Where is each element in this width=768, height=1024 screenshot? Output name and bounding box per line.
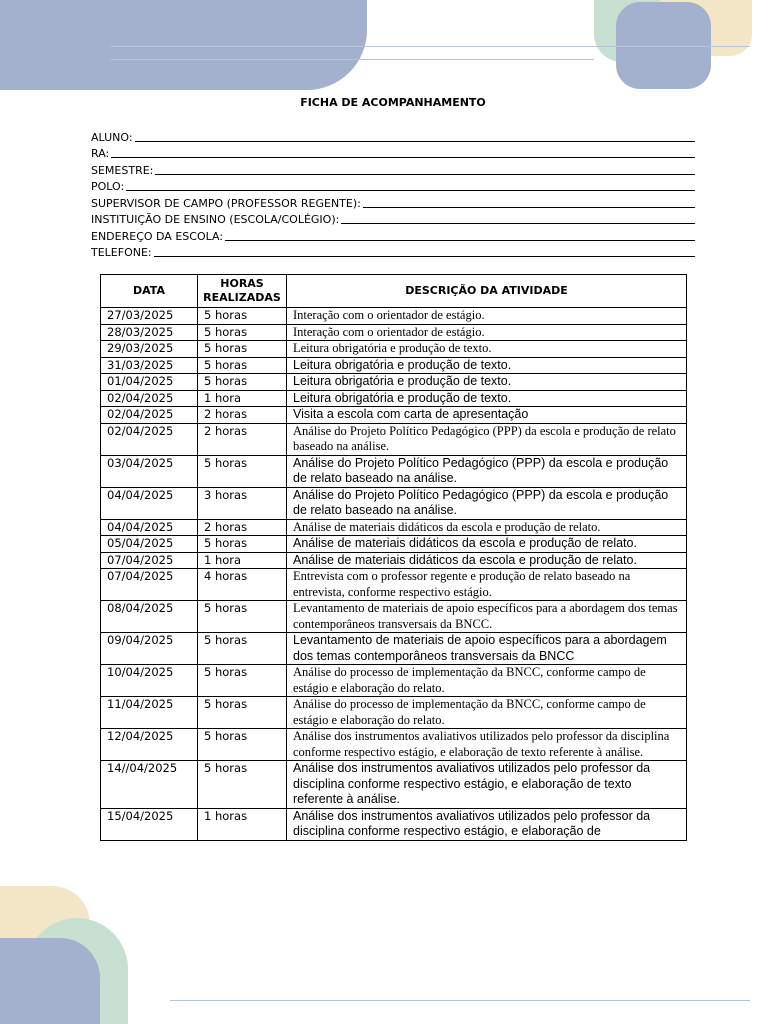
form-field-blank-line[interactable] [135, 129, 695, 142]
table-row [101, 308, 687, 325]
table-cell-description: Análise dos instrumentos avaliativos utilizados pelo professor da disciplina conforme respectivo estágio, e elaboração de [287, 808, 687, 840]
table-cell-date: 04/04/2025 [101, 487, 198, 519]
table-row [101, 536, 687, 553]
table-cell-hours: 1 hora [198, 552, 287, 569]
table-cell-description: Análise do processo de implementação da BNCC, conforme campo de estágio e elaboração do relato. [287, 697, 687, 729]
table-body [101, 308, 687, 841]
table-cell-hours: 2 horas [198, 423, 287, 455]
table-cell-hours: 5 horas [198, 665, 287, 697]
page-title: FICHA DE ACOMPANHAMENTO [300, 96, 486, 109]
table-cell-hours: 5 horas [198, 697, 287, 729]
table-row [101, 552, 687, 569]
form-field-row [91, 177, 695, 194]
table-cell-description: Leitura obrigatória e produção de texto. [287, 357, 687, 374]
table-cell-description: Interação com o orientador de estágio. [287, 324, 687, 341]
form-field-row [91, 144, 695, 161]
table-row [101, 423, 687, 455]
table-cell-date: 07/04/2025 [101, 552, 198, 569]
column-header-hours-line1: HORAS [220, 276, 264, 290]
table-cell-date: 31/03/2025 [101, 357, 198, 374]
table-row [101, 357, 687, 374]
form-field-row [91, 193, 695, 210]
form-field-label: SUPERVISOR DE CAMPO (PROFESSOR REGENTE): [91, 196, 361, 210]
table-cell-hours: 5 horas [198, 308, 287, 325]
table-cell-date: 07/04/2025 [101, 569, 198, 601]
form-field-row [91, 226, 695, 243]
decor-shape-top-left [0, 0, 367, 90]
form-field-label: SEMESTRE: [91, 163, 154, 177]
form-field-blank-line[interactable] [111, 145, 695, 158]
table-row [101, 729, 687, 761]
table-row [101, 407, 687, 424]
table-cell-description: Análise do Projeto Político Pedagógico (PPP) da escola e produção de relato baseado na análise. [287, 455, 687, 487]
form-field-label: RA: [91, 147, 110, 160]
table-cell-description: Visita a escola com carta de apresentação [287, 407, 687, 424]
form-field-row [91, 210, 695, 227]
table-row [101, 601, 687, 633]
table-cell-hours: 5 horas [198, 357, 287, 374]
table-cell-hours: 5 horas [198, 729, 287, 761]
form-field-label: TELEFONE: [91, 246, 152, 259]
table-cell-description: Leitura obrigatória e produção de texto. [287, 341, 687, 358]
table-cell-date: 11/04/2025 [101, 697, 198, 729]
table-cell-hours: 5 horas [198, 601, 287, 633]
form-field-row [91, 127, 695, 144]
form-field-blank-line[interactable] [363, 195, 695, 208]
table-cell-hours: 5 horas [198, 374, 287, 391]
table-cell-hours: 1 horas [198, 808, 287, 840]
form-field-label: INSTITUIÇÃO DE ENSINO (ESCOLA/COLÉGIO): [91, 213, 340, 226]
table-cell-description: Análise dos instrumentos avaliativos utilizados pelo professor da disciplina conforme respectivo estágio, e elaboração de texto referente à análise. [287, 761, 687, 809]
column-header-date: DATA [101, 275, 198, 308]
table-cell-date: 04/04/2025 [101, 519, 198, 536]
table-cell-date: 02/04/2025 [101, 390, 198, 407]
table-cell-description: Análise do processo de implementação da BNCC, conforme campo de estágio e elaboração do relato. [287, 665, 687, 697]
table-cell-date: 02/04/2025 [101, 407, 198, 424]
table-cell-hours: 1 hora [198, 390, 287, 407]
table-cell-date: 28/03/2025 [101, 324, 198, 341]
table-cell-hours: 5 horas [198, 761, 287, 809]
column-header-hours-line2: REALIZADAS [203, 291, 281, 304]
form-field-label: ENDEREÇO DA ESCOLA: [91, 229, 224, 243]
table-cell-hours: 5 horas [198, 455, 287, 487]
form-field-blank-line[interactable] [341, 211, 695, 224]
header-divider-line [110, 46, 750, 47]
form-field-label: ALUNO: [91, 130, 133, 144]
form-field-row [91, 243, 695, 260]
decor-shape-bottom-left-blue [0, 938, 100, 1024]
table-cell-date: 14//04/2025 [101, 761, 198, 809]
table-cell-date: 01/04/2025 [101, 374, 198, 391]
table-cell-date: 09/04/2025 [101, 633, 198, 665]
table-cell-date: 12/04/2025 [101, 729, 198, 761]
table-cell-date: 03/04/2025 [101, 455, 198, 487]
table-cell-description: Levantamento de materiais de apoio específicos para a abordagem dos temas contemporâneos transversais da BNCC. [287, 601, 687, 633]
table-cell-date: 08/04/2025 [101, 601, 198, 633]
table-row [101, 808, 687, 840]
table-cell-description: Análise de materiais didáticos da escola e produção de relato. [287, 552, 687, 569]
table-cell-date: 10/04/2025 [101, 665, 198, 697]
column-header-hours [198, 275, 287, 308]
table-row [101, 324, 687, 341]
form-field-blank-line[interactable] [154, 244, 695, 257]
table-cell-date: 15/04/2025 [101, 808, 198, 840]
column-header-description: DESCRIÇÃO DA ATIVIDADE [287, 275, 687, 308]
table-row [101, 761, 687, 809]
table-cell-description: Análise do Projeto Político Pedagógico (PPP) da escola e produção de relato baseado na análise. [287, 487, 687, 519]
table-cell-description: Análise de materiais didáticos da escola e produção de relato. [287, 519, 687, 536]
table-row [101, 455, 687, 487]
table-cell-hours: 5 horas [198, 341, 287, 358]
table-cell-description: Análise dos instrumentos avaliativos utilizados pelo professor da disciplina conforme respectivo estágio, e elaboração de texto referente à análise. [287, 729, 687, 761]
form-field-label: POLO: [91, 180, 125, 193]
student-info-fields [91, 127, 695, 259]
activity-table [100, 274, 687, 841]
table-cell-hours: 2 horas [198, 407, 287, 424]
table-cell-description: Interação com o orientador de estágio. [287, 308, 687, 325]
table-cell-description: Leitura obrigatória e produção de texto. [287, 374, 687, 391]
table-cell-description: Análise do Projeto Político Pedagógico (PPP) da escola e produção de relato baseado na análise. [287, 423, 687, 455]
table-cell-hours: 2 horas [198, 519, 287, 536]
table-cell-description: Leitura obrigatória e produção de texto. [287, 390, 687, 407]
table-cell-hours: 4 horas [198, 569, 287, 601]
table-row [101, 390, 687, 407]
table-header-row [101, 275, 687, 308]
table-cell-description: Análise de materiais didáticos da escola e produção de relato. [287, 536, 687, 553]
table-cell-description: Entrevista com o professor regente e produção de relato baseado na entrevista, conforme respectivo estágio. [287, 569, 687, 601]
table-row [101, 633, 687, 665]
table-row [101, 697, 687, 729]
table-cell-date: 29/03/2025 [101, 341, 198, 358]
table-cell-date: 05/04/2025 [101, 536, 198, 553]
table-cell-hours: 3 horas [198, 487, 287, 519]
form-field-blank-line[interactable] [225, 228, 695, 241]
table-row [101, 374, 687, 391]
table-cell-description: Levantamento de materiais de apoio específicos para a abordagem dos temas contemporâneos transversais da BNCC [287, 633, 687, 665]
table-cell-hours: 5 horas [198, 633, 287, 665]
footer-divider-line [170, 1000, 750, 1001]
table-row [101, 519, 687, 536]
table-cell-hours: 5 horas [198, 324, 287, 341]
table-cell-date: 02/04/2025 [101, 423, 198, 455]
table-cell-hours: 5 horas [198, 536, 287, 553]
table-row [101, 341, 687, 358]
form-field-blank-line[interactable] [126, 178, 695, 191]
table-row [101, 665, 687, 697]
header-divider-line-secondary [110, 59, 594, 60]
form-field-blank-line[interactable] [155, 162, 695, 175]
table-row [101, 487, 687, 519]
table-cell-date: 27/03/2025 [101, 308, 198, 325]
form-field-row [91, 160, 695, 177]
table-row [101, 569, 687, 601]
